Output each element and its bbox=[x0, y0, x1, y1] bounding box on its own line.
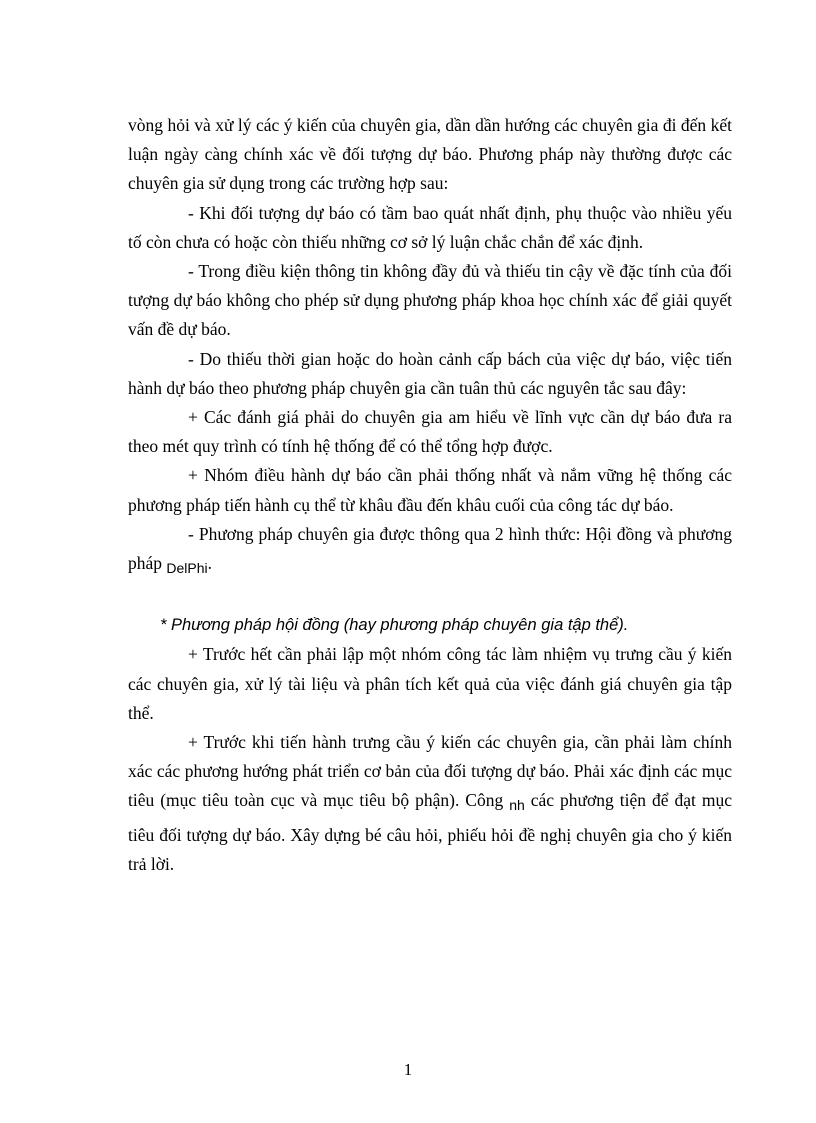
paragraph-principle-group: + Nhóm điều hành dự báo cần phải thống nhất và nắm vững hệ thống các phương pháp tiến hành cụ thể từ khâu đầu đến khâu cuối của công tác dự báo. bbox=[128, 465, 732, 515]
paragraph-condition-scope: - Khi đối tượng dự báo có tầm bao quát nhất định, phụ thuộc vào nhiều yếu tố còn chưa có hoặc còn thiếu những cơ sở lý luận chắc chắn để xác định. bbox=[128, 202, 732, 252]
paragraph-two-forms bbox=[128, 520, 732, 583]
document-body bbox=[128, 111, 732, 879]
paragraph-two-forms-text: - Phương pháp chuyên gia được thông qua 2 hình thức: Hội đồng và phương pháp bbox=[128, 523, 732, 574]
paragraph-continuation: vòng hỏi và xử lý các ý kiến của chuyên gia, dần dần hướng các chuyên gia đi đến kết luận ngày càng chính xác về đối tượng dự báo. Phương pháp này thường được các chuyên gia sử dụng trong các trường hợp sau: bbox=[128, 115, 732, 194]
paragraph-council-step-2-small: nh bbox=[509, 797, 525, 814]
page-number: 1 bbox=[403, 1060, 413, 1079]
paragraph-principle-expert: + Các đánh giá phải do chuyên gia am hiểu về lĩnh vực cần dự báo đưa ra theo mét quy trình có tính hệ thống để có thể tổng hợp được. bbox=[128, 407, 732, 457]
paragraph-condition-information: - Trong điều kiện thông tin không đầy đủ và thiếu tin cậy về đặc tính của đối tượng dự báo không cho phép sử dụng phương pháp khoa học chính xác để giải quyết vấn đề dự báo. bbox=[128, 261, 732, 340]
paragraph-council-step-2 bbox=[128, 728, 732, 879]
paragraph-council-step-2-rest: các phương tiện để đạt mục tiêu đối tượng dự báo. Xây dựng bé câu hỏi, phiếu hỏi đề nghị chuyên gia cho ý kiến trả lời. bbox=[128, 790, 732, 874]
delphi-term: DelPhi bbox=[166, 560, 208, 577]
paragraph-council-step-2-text: + Trước khi tiến hành trưng cầu ý kiến các chuyên gia, cần phải làm chính xác các phương hướng phát triển cơ bản của đối tượng dự báo. Phải xác định các mục tiêu (mục tiêu toàn cục và mục tiêu bộ phận). Công bbox=[128, 732, 732, 811]
paragraph-council-step-1: + Trước hết cần phải lập một nhóm công tác làm nhiệm vụ trưng cầu ý kiến các chuyên gia, xử lý tài liệu và phân tích kết quả của việc đánh giá chuyên gia tập thể. bbox=[128, 644, 732, 723]
section-heading-council-method: * Phương pháp hội đồng (hay phương pháp chuyên gia tập thể). bbox=[160, 616, 629, 635]
paragraph-condition-time: - Do thiếu thời gian hoặc do hoàn cảnh cấp bách của việc dự báo, việc tiến hành dự báo theo phương pháp chuyên gia cần tuân thủ các nguyên tắc sau đây: bbox=[128, 348, 732, 398]
paragraph-two-forms-end: . bbox=[207, 553, 213, 574]
